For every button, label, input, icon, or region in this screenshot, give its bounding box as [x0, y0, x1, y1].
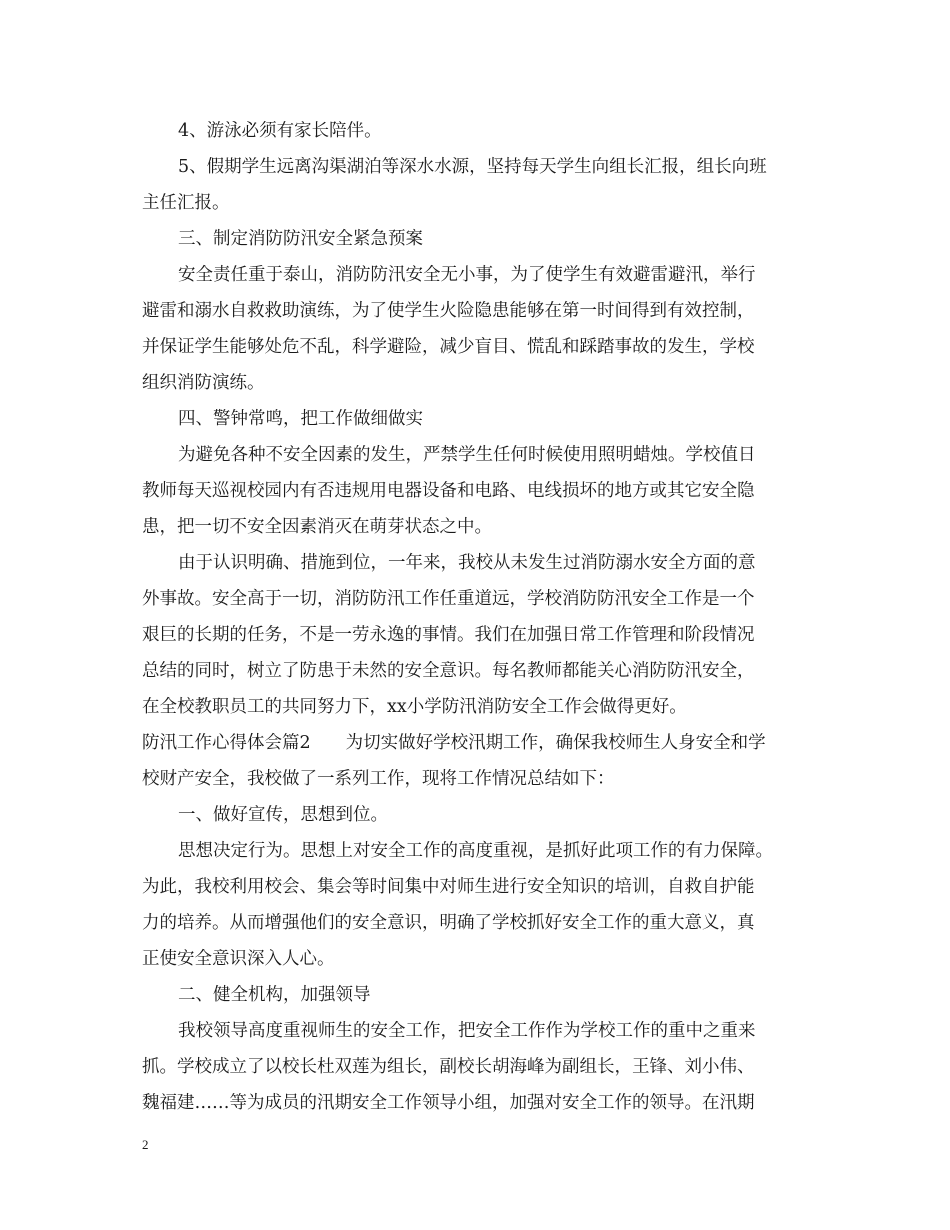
text-line: 由于认识明确、措施到位，一年来，我校从未发生过消防溺水安全方面的意: [178, 553, 756, 573]
text-line: 组织消防演练。: [142, 373, 265, 393]
text-line: 校财产安全，我校做了一系列工作，现将工作情况总结如下：: [142, 769, 615, 789]
text-line: 为此，我校利用校会、集会等时间集中对师生进行安全知识的培训，自救自护能: [142, 877, 755, 897]
text-line: 患，把一切不安全因素消灭在萌芽状态之中。: [142, 517, 492, 537]
text-line: 总结的同时，树立了防患于未然的安全意识。每名教师都能关心消防防汛安全，: [142, 661, 755, 681]
text-line: 力的培养。从而增强他们的安全意识，明确了学校抓好安全工作的重大意义，真: [142, 913, 755, 933]
text-line: 四、警钟常鸣，把工作做细做实: [178, 409, 423, 429]
text-line: 安全责任重于泰山，消防防汛安全无小事，为了使学生有效避雷避汛，举行: [178, 265, 756, 285]
text-line: 并保证学生能够处危不乱，科学避险，减少盲目、慌乱和踩踏事故的发生，学校: [142, 337, 755, 357]
text-line: 我校领导高度重视师生的安全工作，把安全工作作为学校工作的重中之重来: [178, 1021, 756, 1041]
text-line: 教师每天巡视校园内有否违规用电器设备和电路、电线损坏的地方或其它安全隐: [142, 481, 755, 501]
text-line: 魏福建……等为成员的汛期安全工作领导小组，加强对安全工作的领导。在汛期: [142, 1093, 755, 1113]
page-number: 2: [142, 1137, 149, 1152]
text-line: 在全校教职员工的共同努力下，xx小学防汛消防安全工作会做得更好。: [142, 697, 687, 717]
text-line: 避雷和溺水自救救助演练，为了使学生火险隐患能够在第一时间得到有效控制，: [142, 301, 755, 321]
text-line: 为避免各种不安全因素的发生，严禁学生任何时候使用照明蜡烛。学校值日: [178, 445, 756, 465]
text-line: 艰巨的长期的任务，不是一劳永逸的事情。我们在加强日常工作管理和阶段情况: [142, 625, 755, 645]
text-line: 防汛工作心得体会篇2 为切实做好学校汛期工作，确保我校师生人身安全和学: [142, 733, 766, 753]
text-line: 5、假期学生远离沟渠湖泊等深水水源，坚持每天学生向组长汇报，组长向班: [178, 157, 767, 177]
text-line: 三、制定消防防汛安全紧急预案: [178, 229, 423, 249]
text-line: 二、健全机构，加强领导: [178, 985, 371, 1005]
text-line: 主任汇报。: [142, 193, 230, 213]
text-line: 一、做好宣传，思想到位。: [178, 805, 388, 825]
text-line: 思想决定行为。思想上对安全工作的高度重视，是抓好此项工作的有力保障。: [178, 841, 773, 861]
text-line: 抓。学校成立了以校长杜双莲为组长，副校长胡海峰为副组长，王锋、刘小伟、: [142, 1057, 755, 1077]
text-line: 外事故。安全高于一切，消防防汛工作任重道远，学校消防防汛安全工作是一个: [142, 589, 755, 609]
text-line: 4、游泳必须有家长陪伴。: [178, 121, 382, 141]
text-line: 正使安全意识深入人心。: [142, 949, 335, 969]
